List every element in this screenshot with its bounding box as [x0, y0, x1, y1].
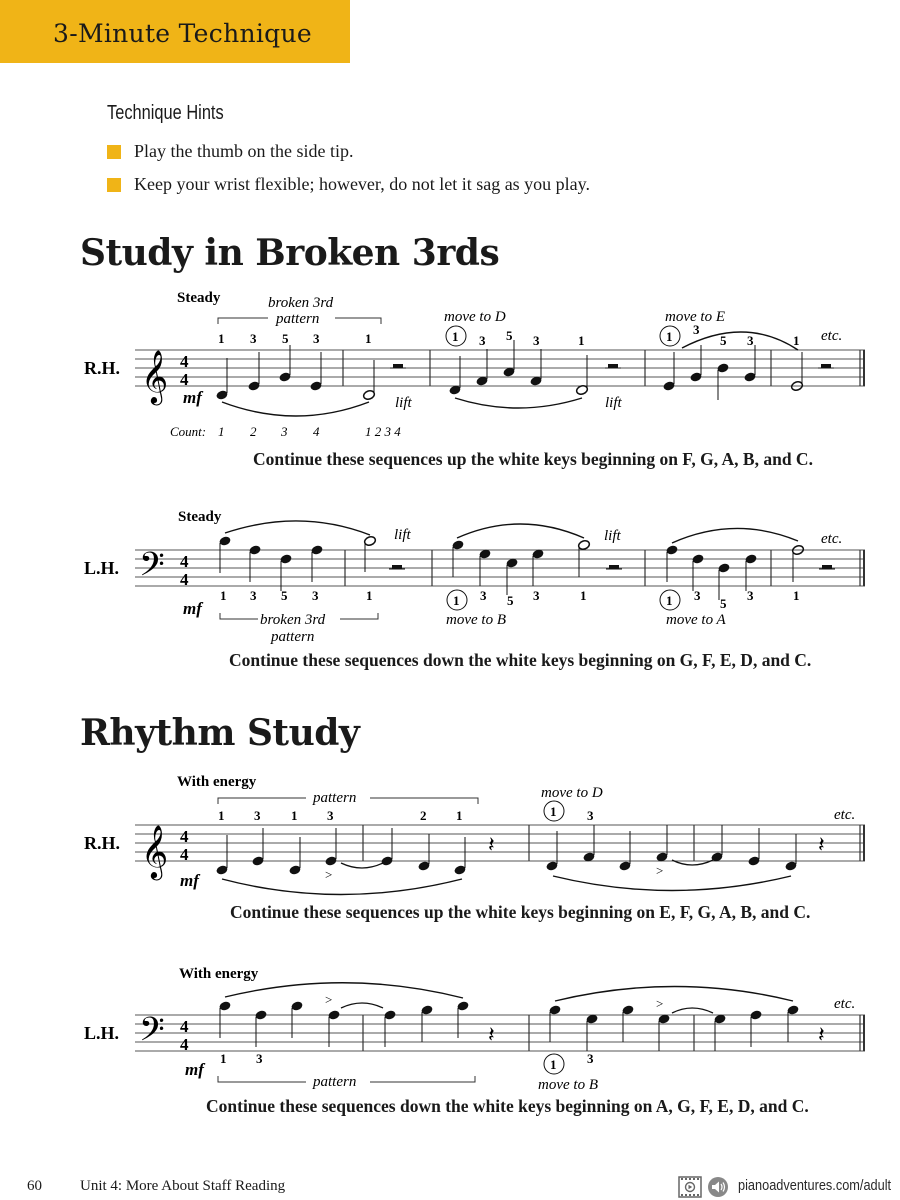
svg-text:3: 3 — [747, 333, 754, 348]
svg-text:3: 3 — [587, 1051, 594, 1066]
svg-text:4: 4 — [180, 552, 189, 571]
treble-clef-icon: 𝄞 — [141, 826, 169, 877]
svg-text:1 2 3 4: 1 2 3 4 — [365, 424, 401, 439]
hand-label: R.H. — [84, 358, 120, 378]
svg-text:𝄽: 𝄽 — [488, 1022, 495, 1047]
svg-text:>: > — [656, 996, 664, 1011]
svg-text:3: 3 — [694, 588, 701, 603]
svg-text:3: 3 — [313, 331, 320, 346]
svg-text:1: 1 — [793, 333, 800, 348]
svg-text:4: 4 — [313, 424, 320, 439]
svg-text:Steady: Steady — [177, 290, 221, 306]
svg-text:lift: lift — [394, 527, 411, 543]
continue-instruction: Continue these sequences down the white keys beginning on G, F, E, D, and C. — [229, 650, 812, 670]
svg-text:1: 1 — [291, 808, 298, 823]
svg-text:3: 3 — [327, 808, 334, 823]
svg-text:5: 5 — [281, 588, 288, 603]
svg-text:3: 3 — [256, 1051, 263, 1066]
svg-text:etc.: etc. — [821, 531, 843, 547]
banner-title: 3-Minute Technique — [53, 19, 312, 48]
svg-text:4: 4 — [180, 827, 189, 846]
hint-item — [107, 141, 353, 162]
square-bullet-icon — [107, 145, 121, 159]
svg-text:move to D: move to D — [541, 785, 603, 801]
svg-text:lift: lift — [605, 395, 622, 411]
svg-text:Steady: Steady — [178, 509, 222, 525]
page-number: 60 — [27, 1178, 42, 1194]
svg-text:2: 2 — [250, 424, 257, 439]
svg-text:3: 3 — [281, 424, 288, 439]
svg-text:pattern: pattern — [313, 790, 357, 806]
svg-text:mf: mf — [183, 599, 202, 618]
svg-text:1: 1 — [580, 588, 587, 603]
accent-icon: > — [325, 867, 333, 882]
svg-text:3: 3 — [480, 588, 487, 603]
svg-text:etc.: etc. — [834, 996, 856, 1012]
quarter-rest-icon: 𝄽 — [488, 832, 495, 857]
svg-text:𝄽: 𝄽 — [818, 1022, 825, 1047]
svg-text:move to B: move to B — [446, 612, 506, 628]
svg-text:4: 4 — [180, 1035, 189, 1054]
svg-text:With energy: With energy — [179, 966, 259, 982]
treble-clef-icon: 𝄞 — [141, 351, 169, 402]
svg-text:broken 3rd: broken 3rd — [268, 295, 334, 311]
svg-text:1: 1 — [793, 588, 800, 603]
section-banner — [0, 0, 350, 63]
hints-title: Technique Hints — [107, 102, 224, 124]
svg-text:1: 1 — [452, 329, 459, 344]
svg-text:3: 3 — [312, 588, 319, 603]
svg-text:1: 1 — [218, 808, 225, 823]
svg-text:etc.: etc. — [834, 807, 856, 823]
svg-text:3: 3 — [747, 588, 754, 603]
continue-instruction: Continue these sequences up the white keys beginning on E, F, G, A, B, and C. — [230, 902, 811, 922]
svg-text:𝄽: 𝄽 — [818, 832, 825, 857]
svg-text:1: 1 — [666, 593, 673, 608]
svg-text:3: 3 — [254, 808, 261, 823]
audio-icon[interactable] — [707, 1176, 731, 1198]
svg-text:5: 5 — [720, 333, 727, 348]
svg-text:1: 1 — [365, 331, 372, 346]
svg-text:L.H.: L.H. — [84, 558, 120, 578]
svg-text:1: 1 — [220, 1051, 227, 1066]
svg-text:1: 1 — [218, 424, 225, 439]
svg-text:etc.: etc. — [821, 328, 843, 344]
svg-text:3: 3 — [479, 333, 486, 348]
svg-text:4: 4 — [180, 370, 189, 389]
website-link[interactable]: pianoadventures.com/adult — [738, 1177, 892, 1194]
svg-text:1: 1 — [453, 593, 460, 608]
svg-text:move to B: move to B — [538, 1077, 598, 1093]
svg-text:3: 3 — [533, 588, 540, 603]
svg-text:5: 5 — [507, 593, 514, 608]
svg-text:1: 1 — [550, 804, 557, 819]
square-bullet-icon — [107, 178, 121, 192]
svg-text:5: 5 — [282, 331, 289, 346]
staff-study1-lh — [0, 500, 900, 650]
svg-text:1: 1 — [218, 331, 225, 346]
svg-text:pattern: pattern — [271, 629, 315, 645]
svg-text:broken 3rd: broken 3rd — [260, 612, 326, 628]
svg-text:With energy: With energy — [177, 774, 257, 790]
svg-text:pattern: pattern — [276, 311, 320, 327]
section-title: Rhythm Study — [80, 712, 360, 754]
svg-text:Count:: Count: — [170, 424, 207, 439]
svg-text:3: 3 — [693, 322, 700, 337]
svg-text:lift: lift — [604, 528, 621, 544]
svg-text:pattern: pattern — [313, 1074, 357, 1090]
svg-text:move to D: move to D — [444, 309, 506, 325]
svg-text:>: > — [325, 992, 333, 1007]
hint-text: Play the thumb on the side tip. — [134, 141, 354, 161]
svg-text:1: 1 — [666, 329, 673, 344]
svg-text:2: 2 — [420, 808, 427, 823]
svg-text:5: 5 — [506, 328, 513, 343]
svg-text:1: 1 — [366, 588, 373, 603]
hint-item — [107, 174, 590, 195]
svg-text:3: 3 — [250, 588, 257, 603]
svg-text:>: > — [656, 863, 664, 878]
svg-text:1: 1 — [578, 333, 585, 348]
svg-text:4: 4 — [180, 1017, 189, 1036]
svg-text:1: 1 — [456, 808, 463, 823]
continue-instruction: Continue these sequences down the white keys beginning on A, G, F, E, D, and C. — [206, 1096, 809, 1116]
svg-text:mf: mf — [185, 1060, 204, 1079]
svg-text:mf: mf — [180, 871, 199, 890]
svg-text:R.H.: R.H. — [84, 833, 120, 853]
svg-text:4: 4 — [180, 845, 189, 864]
video-icon[interactable] — [678, 1176, 702, 1198]
continue-instruction: Continue these sequences up the white keys beginning on F, G, A, B, and C. — [253, 449, 813, 469]
svg-text:L.H.: L.H. — [84, 1023, 120, 1043]
staff-study1-rh — [0, 290, 900, 445]
staff-study2-rh — [0, 765, 900, 905]
svg-text:1: 1 — [550, 1057, 557, 1072]
svg-text:3: 3 — [533, 333, 540, 348]
svg-text:move to E: move to E — [665, 309, 725, 325]
svg-text:1: 1 — [220, 588, 227, 603]
svg-text:4: 4 — [180, 352, 189, 371]
bass-clef-icon: 𝄢 — [139, 1011, 165, 1056]
svg-text:5: 5 — [720, 596, 727, 611]
section-title: Study in Broken 3rds — [80, 232, 500, 274]
dynamic-mf: mf — [183, 388, 202, 407]
svg-text:move to A: move to A — [666, 612, 726, 628]
svg-text:3: 3 — [250, 331, 257, 346]
bass-clef-icon: 𝄢 — [139, 546, 165, 591]
unit-title: Unit 4: More About Staff Reading — [80, 1178, 286, 1194]
svg-text:lift: lift — [395, 395, 412, 411]
svg-text:4: 4 — [180, 570, 189, 589]
staff-study2-lh — [0, 955, 900, 1100]
hint-text: Keep your wrist flexible; however, do not let it sag as you play. — [134, 174, 591, 194]
svg-text:3: 3 — [587, 808, 594, 823]
